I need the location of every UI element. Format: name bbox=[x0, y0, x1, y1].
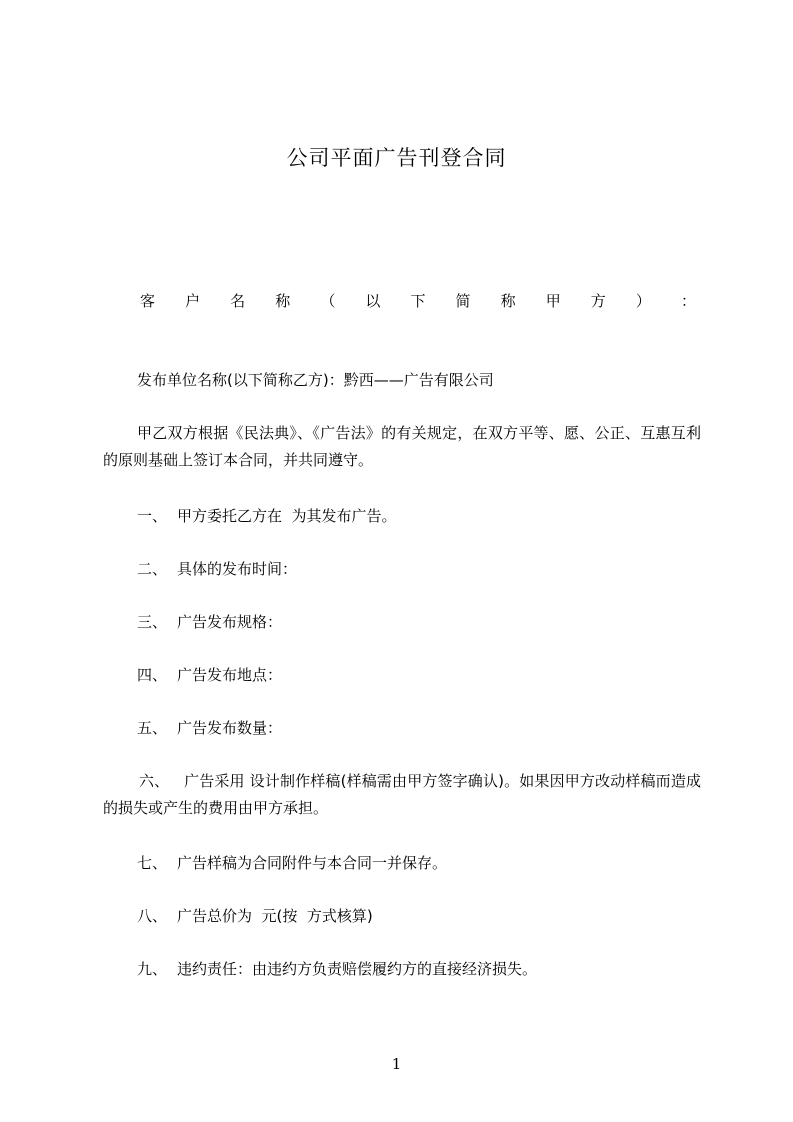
clause-3 bbox=[137, 611, 282, 632]
clause-number: 六、 bbox=[139, 772, 170, 790]
publisher-line: 发布单位名称(以下简称乙方)：黔西——广告有限公司 bbox=[137, 371, 494, 389]
clause-8 bbox=[137, 905, 373, 926]
clause-number: 四、 bbox=[137, 666, 168, 684]
client-line-char: ： bbox=[680, 292, 696, 310]
clause-text: 甲方委托乙方在 为其发布广告。 bbox=[177, 507, 397, 525]
client-line-char: 下 bbox=[410, 292, 426, 310]
client-line-char: 称 bbox=[275, 292, 291, 310]
clause-text: 广告发布规格： bbox=[177, 613, 283, 631]
clause-text: 广告发布地点： bbox=[177, 666, 283, 684]
client-line-char: 名 bbox=[230, 292, 246, 310]
clause-9 bbox=[137, 958, 537, 979]
clause-text: 具体的发布时间： bbox=[177, 560, 298, 578]
clause-number: 二、 bbox=[137, 560, 168, 578]
client-name-line bbox=[140, 290, 696, 311]
clause-text: 广告总价为 元(按 方式核算) bbox=[177, 907, 373, 925]
document-title: 公司平面广告刊登合同 bbox=[286, 146, 507, 170]
client-line-char: 户 bbox=[185, 292, 201, 310]
clause-7 bbox=[137, 852, 447, 873]
clause-4 bbox=[137, 664, 282, 685]
clause-text: 广告采用 设计制作样稿(样稿需由甲方签字确认)。如果因甲方改动样稿而造成的损失或产生的费用由甲方承担。 bbox=[103, 772, 701, 817]
clause-6 bbox=[103, 768, 701, 822]
client-line-char: 客 bbox=[140, 292, 156, 310]
clause-number: 五、 bbox=[137, 719, 168, 737]
client-line-char: 方 bbox=[590, 292, 606, 310]
preamble-paragraph: 甲乙双方根据《民法典》、《广告法》的有关规定，在双方平等、愿、公正、互惠互利的原则基础上签订本合同，并共同遵守。 bbox=[103, 424, 701, 469]
clause-5 bbox=[137, 717, 282, 738]
client-line-char: 以 bbox=[365, 292, 381, 310]
clause-number: 一、 bbox=[137, 507, 168, 525]
clause-number: 九、 bbox=[137, 960, 168, 978]
clause-2 bbox=[137, 558, 297, 579]
client-line-char: （ bbox=[320, 292, 336, 310]
page-number: 1 bbox=[391, 1055, 402, 1073]
client-line-char: ） bbox=[635, 292, 651, 310]
clause-number: 七、 bbox=[137, 854, 168, 872]
client-line-char: 简 bbox=[455, 292, 471, 310]
clause-text: 广告样稿为合同附件与本合同一并保存。 bbox=[177, 854, 448, 872]
clause-number: 八、 bbox=[137, 907, 168, 925]
clause-1 bbox=[137, 505, 397, 526]
clause-number: 三、 bbox=[137, 613, 168, 631]
clause-text: 违约责任：由违约方负责赔偿履约方的直接经济损失。 bbox=[177, 960, 538, 978]
client-line-char: 称 bbox=[500, 292, 516, 310]
client-line-char: 甲 bbox=[545, 292, 561, 310]
clause-text: 广告发布数量： bbox=[177, 719, 283, 737]
